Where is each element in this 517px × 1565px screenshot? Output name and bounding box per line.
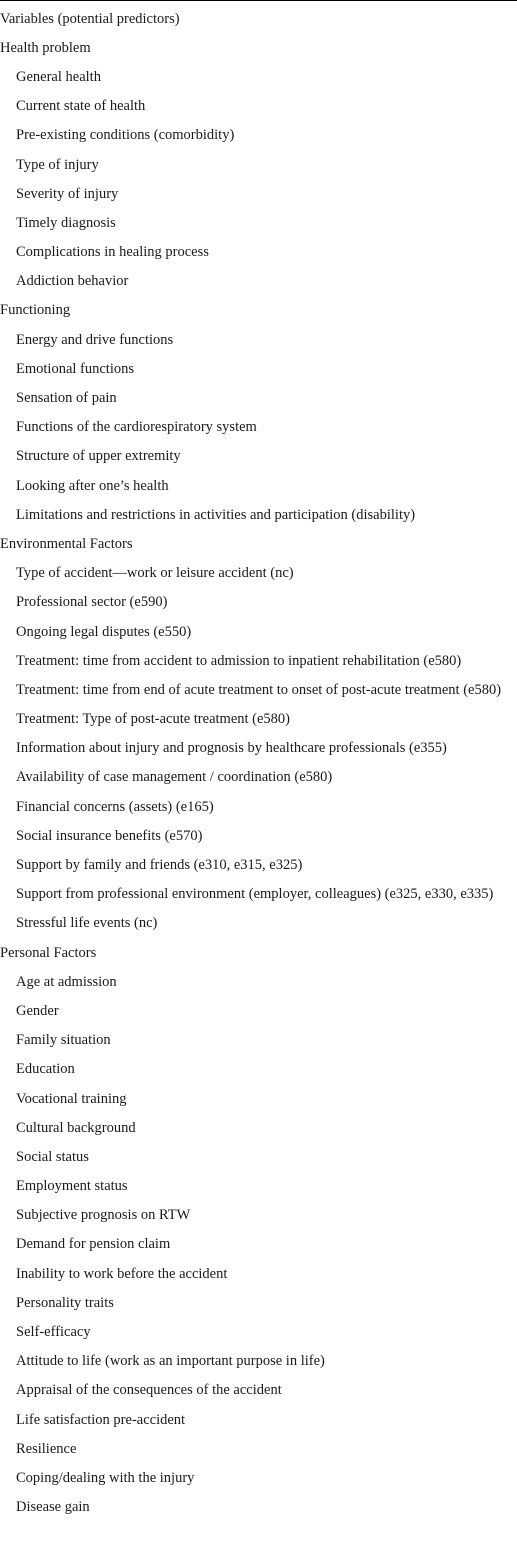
variable-label: Availability of case management / coordination (e580) <box>16 769 333 786</box>
category-row <box>0 33 517 62</box>
variable-label: Cultural background <box>16 1119 136 1136</box>
variable-label: Ongoing legal disputes (e550) <box>16 623 192 640</box>
category-label: Personal Factors <box>0 944 97 961</box>
variable-row <box>0 996 517 1025</box>
variable-row <box>0 734 517 763</box>
variable-row <box>0 1317 517 1346</box>
variable-label: Financial concerns (assets) (e165) <box>16 798 214 815</box>
variable-label: Structure of upper extremity <box>16 448 181 465</box>
variable-label: Personality traits <box>16 1294 114 1311</box>
variable-label: Resilience <box>16 1440 77 1457</box>
category-label: Health problem <box>0 39 91 56</box>
variable-label: Stressful life events (nc) <box>16 915 158 932</box>
variable-row <box>0 1201 517 1230</box>
category-row <box>0 938 517 967</box>
variable-label: Limitations and restrictions in activities and participation (disability) <box>16 506 416 523</box>
variable-label: Energy and drive functions <box>16 331 174 348</box>
variable-label: Attitude to life (work as an important purpose in life) <box>16 1353 325 1370</box>
variable-label: Looking after one’s health <box>16 477 169 494</box>
variable-row <box>0 1493 517 1522</box>
variable-row <box>0 1026 517 1055</box>
variable-row <box>0 1463 517 1492</box>
variable-label: Social status <box>16 1148 89 1165</box>
variable-row <box>0 500 517 529</box>
variable-label: Addiction behavior <box>16 273 129 290</box>
variable-label: Information about injury and prognosis by healthcare professionals (e355) <box>16 740 447 757</box>
variable-label: Social insurance benefits (e570) <box>16 827 203 844</box>
variable-label: Treatment: Type of post-acute treatment (e580) <box>16 711 290 728</box>
variable-row <box>0 1172 517 1201</box>
variable-label: Age at admission <box>16 973 117 990</box>
variable-label: Sensation of pain <box>16 390 117 407</box>
variable-label: Vocational training <box>16 1090 127 1107</box>
variable-label: Education <box>16 1061 75 1078</box>
variable-row <box>0 821 517 850</box>
variable-label: Timely diagnosis <box>16 214 116 231</box>
variable-label: Complications in healing process <box>16 244 209 261</box>
variable-row <box>0 850 517 879</box>
variable-row <box>0 792 517 821</box>
variable-row <box>0 325 517 354</box>
variable-label: Pre-existing conditions (comorbidity) <box>16 127 235 144</box>
variable-label: Professional sector (e590) <box>16 594 168 611</box>
variable-label: Functions of the cardiorespiratory system <box>16 419 257 436</box>
variable-label: Coping/dealing with the injury <box>16 1469 195 1486</box>
variable-label: Appraisal of the consequences of the accident <box>16 1382 282 1399</box>
variable-row <box>0 617 517 646</box>
variable-row <box>0 267 517 296</box>
variable-label: Treatment: time from end of acute treatment to onset of post-acute treatment (e580) <box>16 681 502 698</box>
variable-row <box>0 62 517 91</box>
category-label: Environmental Factors <box>0 535 133 552</box>
variable-row <box>0 967 517 996</box>
variable-row <box>0 413 517 442</box>
variable-label: Self-efficacy <box>16 1324 91 1341</box>
variable-label: General health <box>16 68 101 85</box>
variable-label: Type of injury <box>16 156 99 173</box>
variable-label: Support from professional environment (employer, colleagues) (e325, e330, e335) <box>16 886 494 903</box>
variable-label: Life satisfaction pre-accident <box>16 1411 186 1428</box>
variable-row <box>0 471 517 500</box>
variable-row <box>0 1434 517 1463</box>
variable-row <box>0 1055 517 1084</box>
variable-row <box>0 383 517 412</box>
category-row <box>0 529 517 558</box>
variable-row <box>0 1288 517 1317</box>
variable-row <box>0 442 517 471</box>
variable-label: Family situation <box>16 1032 111 1049</box>
variable-label: Treatment: time from accident to admission to inpatient rehabilitation (e580) <box>16 652 462 669</box>
variable-label: Disease gain <box>16 1499 90 1516</box>
variable-label: Subjective prognosis on RTW <box>16 1207 191 1224</box>
variable-label: Employment status <box>16 1178 128 1195</box>
variable-row <box>0 559 517 588</box>
category-label: Functioning <box>0 302 71 319</box>
variable-label: Gender <box>16 1002 59 1019</box>
variable-row <box>0 1376 517 1405</box>
variable-row <box>0 238 517 267</box>
variable-row <box>0 179 517 208</box>
category-row <box>0 296 517 325</box>
variable-row <box>0 646 517 675</box>
variable-row <box>0 1230 517 1259</box>
variable-row <box>0 1259 517 1288</box>
variable-label: Severity of injury <box>16 185 119 202</box>
variable-row <box>0 354 517 383</box>
variable-label: Current state of health <box>16 98 146 115</box>
variable-row <box>0 1142 517 1171</box>
variable-row <box>0 1113 517 1142</box>
variable-row <box>0 208 517 237</box>
variable-row <box>0 588 517 617</box>
variable-row <box>0 880 517 909</box>
variable-label: Demand for pension claim <box>16 1236 171 1253</box>
variable-row <box>0 763 517 792</box>
table-body <box>0 33 517 1522</box>
variable-row <box>0 675 517 704</box>
variable-row <box>0 150 517 179</box>
variable-row <box>0 121 517 150</box>
variable-row <box>0 92 517 121</box>
variable-row <box>0 705 517 734</box>
variable-row <box>0 1084 517 1113</box>
variable-label: Support by family and friends (e310, e315, e325) <box>16 857 303 874</box>
table-header <box>0 4 517 33</box>
variable-label: Type of accident—work or leisure accident (nc) <box>16 565 294 582</box>
variable-label: Emotional functions <box>16 360 134 377</box>
variable-label: Inability to work before the accident <box>16 1265 228 1282</box>
variable-row <box>0 1347 517 1376</box>
variable-row <box>0 1405 517 1434</box>
header-label: Variables (potential predictors) <box>0 10 180 27</box>
variable-row <box>0 909 517 938</box>
